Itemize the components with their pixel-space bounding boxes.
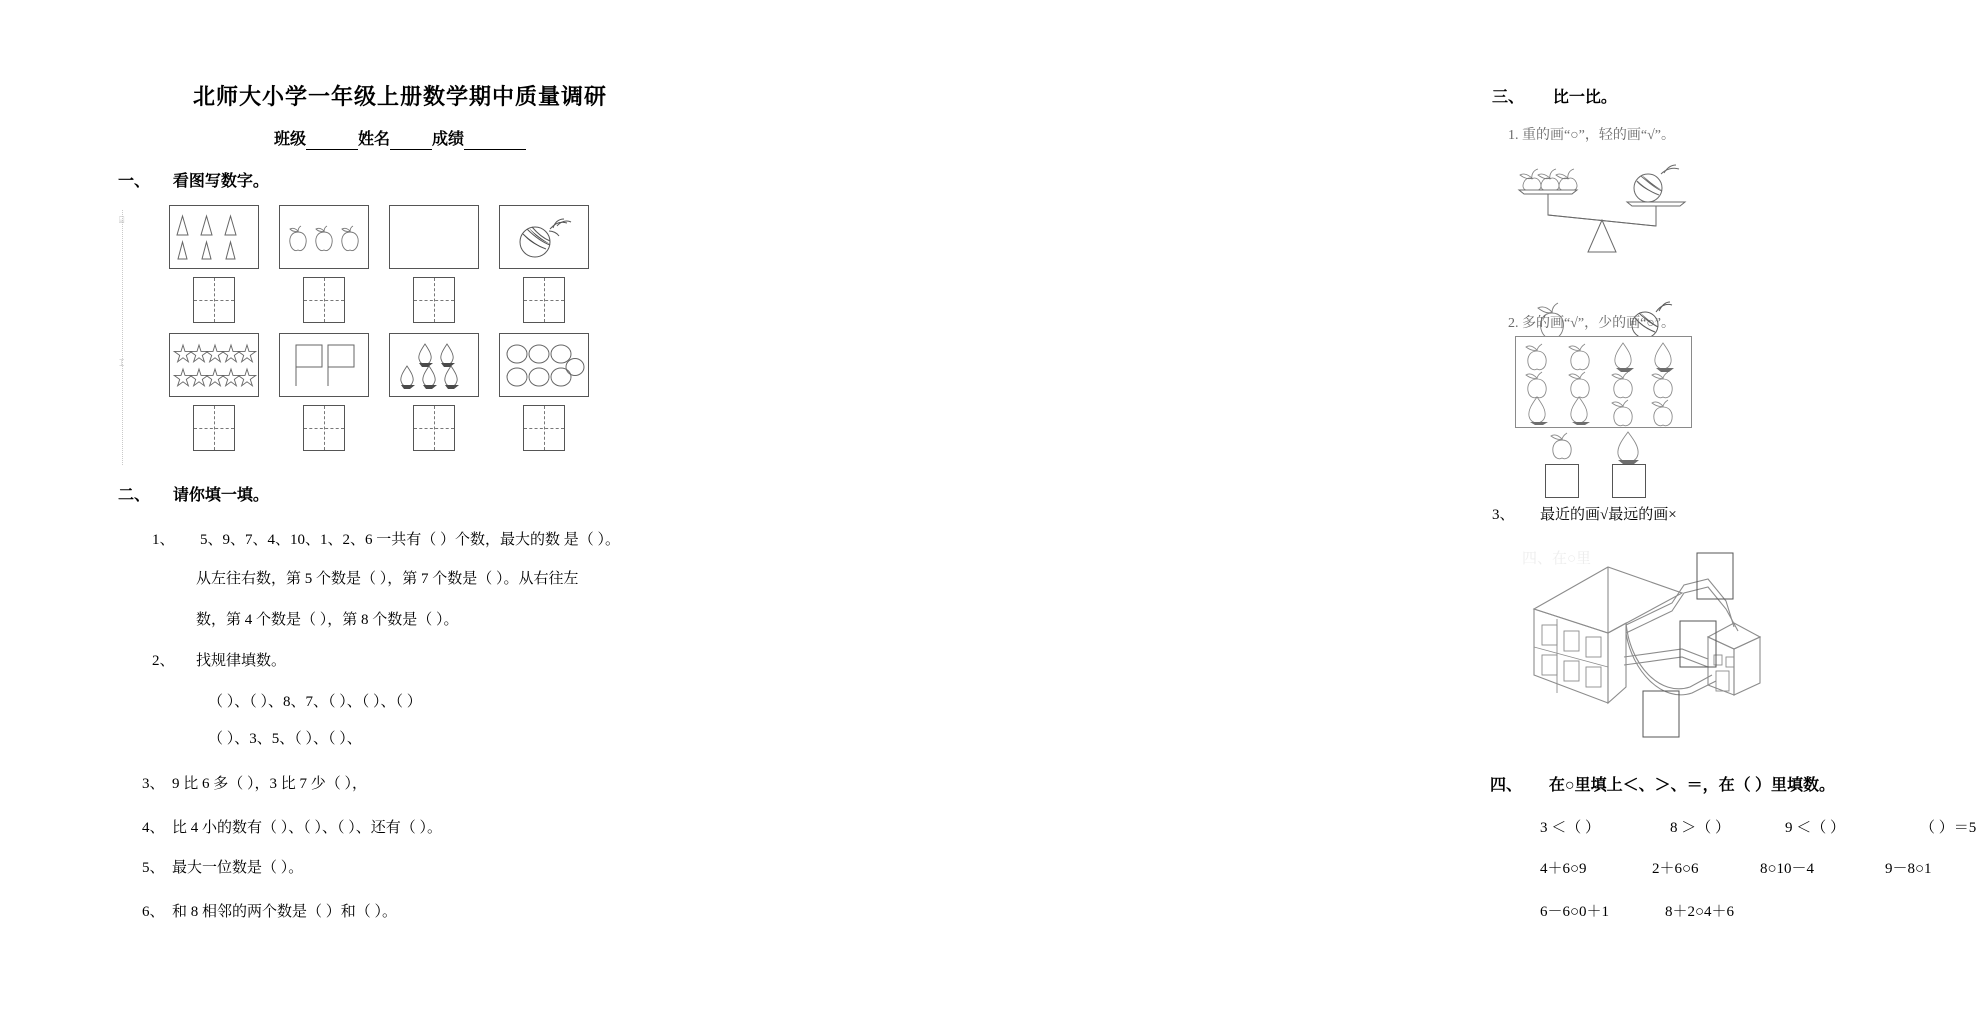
picture-cell-triangles [160, 205, 268, 333]
q4-r1-c2[interactable]: 8 ＞（ ） [1670, 820, 1731, 836]
answer-box[interactable] [413, 405, 455, 451]
q2-5-number: 5、 [142, 860, 165, 876]
star-icon-group [175, 339, 253, 391]
star-icon [173, 341, 255, 389]
flag-icon [288, 340, 360, 390]
page-title: 北师大小学一年级上册数学期中质量调研 [192, 84, 607, 109]
section-3-number: 三、 [1492, 89, 1525, 106]
q3-2-text: 多的画“√”，少的画“○”。 [1522, 316, 1675, 331]
picture-cell-apples [270, 205, 378, 333]
peach-icon [395, 340, 473, 390]
q3-1-number: 1. [1508, 128, 1519, 143]
picture-cell-peaches [380, 333, 488, 461]
q3-2-prompt [1508, 312, 1675, 332]
picture-box [499, 205, 589, 269]
q3-1-text: 重的画“○”，轻的画“√”。 [1522, 128, 1675, 143]
watermelon-icon-group [505, 211, 583, 263]
score-label: 成绩 [432, 131, 465, 148]
picture-cell-circles [490, 333, 598, 461]
balance-scale-icon [1515, 160, 1690, 295]
answer-box[interactable] [1612, 464, 1646, 498]
watermelon-icon [509, 213, 579, 261]
circle-icon [504, 340, 584, 390]
q2-1-number: 1、 [152, 532, 175, 548]
q2-3-number: 3、 [142, 776, 165, 792]
triangle-icon [174, 211, 254, 263]
q2-1-line-2[interactable]: 从左往右数，第 5 个数是（ ），第 7 个数是（ ）。从右往左 [196, 571, 579, 587]
q2-1-line-3[interactable]: 数，第 4 个数是（ ），第 8 个数是（ ）。 [196, 612, 459, 628]
q4-r2-c2[interactable]: 2＋6○6 [1652, 861, 1699, 877]
q2-2-line-1[interactable]: （ ）、（ ）、8、7、（ ）、（ ）、（ ） [208, 694, 422, 710]
two-houses-icon [1512, 537, 1774, 759]
q3-3-number: 3、 [1492, 507, 1515, 523]
picture-box [169, 333, 259, 397]
picture-count-grid [160, 205, 600, 461]
section-4-number: 四、 [1490, 777, 1523, 794]
q4-r1-c4[interactable]: （ ）＝5 [1920, 820, 1976, 836]
scan-artifact-bottom: ⌶ [119, 358, 125, 368]
q2-3-text[interactable]: 9 比 6 多（ ），3 比 7 少（ ）， [172, 776, 368, 792]
q4-r2-c4[interactable]: 9－8○1 [1885, 861, 1932, 877]
q3-3-text: 最近的画√最远的画× [1540, 507, 1677, 523]
q2-1-line-1[interactable]: 5、9、7、4、10、1、2、6 一共有（ ）个数，最大的数 是（ ）。 [200, 532, 621, 548]
scan-artifact-top: ⌸ [119, 215, 125, 225]
q4-r2-c1[interactable]: 4＋6○9 [1540, 861, 1587, 877]
q4-r3-c1[interactable]: 6－6○0＋1 [1540, 904, 1610, 920]
section-4-heading [1490, 772, 1835, 795]
section-3-title: 比一比。 [1552, 89, 1617, 106]
picture-grid-row [160, 205, 600, 333]
left-column [0, 0, 740, 1020]
picture-box [389, 333, 479, 397]
q4-r2-c3[interactable]: 8○10－4 [1760, 861, 1815, 877]
q2-2-line-2[interactable]: （ ）、3、5、（ ）、（ ）、 [208, 731, 362, 747]
answer-box [1697, 553, 1733, 599]
answer-box [1680, 621, 1716, 667]
q3-1-prompt [1508, 124, 1675, 144]
answer-box[interactable] [193, 405, 235, 451]
name-label: 姓名 [357, 131, 390, 148]
q2-6-text[interactable]: 和 8 相邻的两个数是（ ）和（ ）。 [172, 904, 398, 920]
apple-icon [284, 222, 364, 252]
q2-2-number: 2、 [152, 653, 175, 669]
fruit-comparison-figure [1515, 336, 1692, 498]
score-blank[interactable] [464, 131, 526, 150]
q4-r1-c3[interactable]: 9 ＜（ ） [1785, 820, 1846, 836]
section-2-title: 请你填一填。 [172, 487, 269, 504]
picture-cell-flags [270, 333, 378, 461]
peach-icon-group [395, 339, 473, 391]
student-info-line [120, 126, 680, 150]
fruit-grid-box [1515, 336, 1692, 428]
picture-box [279, 333, 369, 397]
flag-icon-group [285, 339, 363, 391]
answer-box[interactable] [413, 277, 455, 323]
fruit-grid-icons [1516, 337, 1689, 425]
answer-box[interactable] [193, 277, 235, 323]
q2-4-text[interactable]: 比 4 小的数有（ ）、（ ）、（ ）、还有（ ）。 [172, 820, 443, 836]
section-3-heading [1492, 84, 1617, 107]
picture-box [389, 205, 479, 269]
answer-box[interactable] [1545, 464, 1579, 498]
apple-icon [1547, 432, 1579, 462]
circle-icon-group [505, 339, 583, 391]
q2-2-title: 找规律填数。 [196, 653, 287, 669]
section-4-title: 在○里填上＜、＞、＝，在（ ）里填数。 [1548, 777, 1836, 794]
q3-2-number: 2. [1508, 316, 1519, 331]
picture-box [279, 205, 369, 269]
peach-icon [1614, 430, 1644, 464]
answer-box[interactable] [303, 405, 345, 451]
answer-box[interactable] [523, 277, 565, 323]
q3-3-prompt [1492, 503, 1677, 524]
q2-5-text[interactable]: 最大一位数是（ ）。 [172, 860, 304, 876]
scan-ghost-text: 四、在○里 [1522, 550, 1592, 567]
answer-box[interactable] [523, 405, 565, 451]
q2-6-number: 6、 [142, 904, 165, 920]
picture-cell-watermelon [490, 205, 598, 333]
q2-4-number: 4、 [142, 820, 165, 836]
section-2-number: 二、 [118, 487, 151, 504]
apple-icon-group [285, 211, 363, 263]
picture-cell-empty [380, 205, 488, 333]
section-1-heading [118, 168, 269, 191]
class-blank[interactable] [306, 131, 358, 150]
q4-r1-c1[interactable]: 3 ＜（ ） [1540, 820, 1601, 836]
section-1-number: 一、 [118, 173, 151, 190]
q4-r3-c2[interactable]: 8＋2○4＋6 [1665, 904, 1735, 920]
scan-edge-line [122, 210, 123, 465]
class-label: 班级 [273, 131, 306, 148]
triangle-icon-group [175, 211, 253, 263]
section-1-title: 看图写数字。 [172, 173, 269, 190]
section-2-heading [118, 482, 269, 505]
picture-grid-row [160, 333, 600, 461]
name-blank[interactable] [390, 131, 432, 150]
picture-box [499, 333, 589, 397]
answer-box[interactable] [303, 277, 345, 323]
right-column [740, 0, 1976, 1020]
picture-box [169, 205, 259, 269]
houses-distance-figure [1512, 537, 1774, 759]
answer-box [1643, 691, 1679, 737]
picture-cell-stars [160, 333, 268, 461]
